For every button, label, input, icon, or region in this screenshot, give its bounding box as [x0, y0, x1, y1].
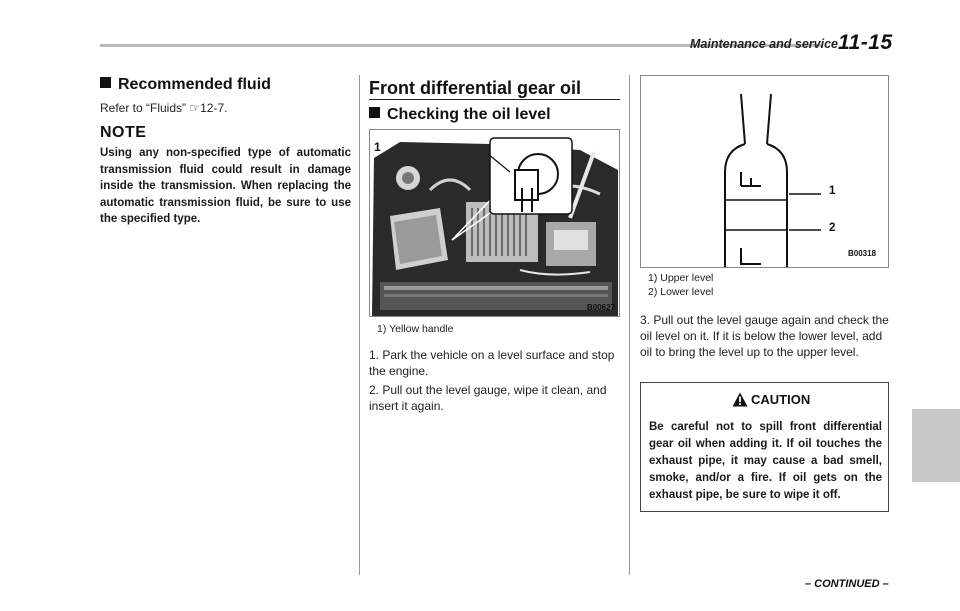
step-2: 2. Pull out the level gauge, wipe it clean, and insert it again. — [369, 383, 607, 413]
caution-box — [640, 382, 889, 512]
continued-label: – CONTINUED – — [805, 578, 889, 590]
gauge-label-2: 2 — [829, 222, 836, 234]
engine-bay-illustration — [370, 130, 620, 317]
engine-bay-figure — [369, 129, 620, 317]
level-gauge-illustration — [641, 76, 889, 268]
column-divider — [629, 75, 630, 575]
caption-lower-level: 2) Lower level — [648, 286, 714, 298]
square-bullet-icon — [100, 77, 111, 88]
page-number: 11-15 — [838, 31, 893, 54]
recommended-fluid-heading: Recommended fluid — [100, 76, 271, 94]
chapter-thumb-tab — [912, 409, 960, 482]
callout-number-1: 1 — [374, 140, 381, 154]
step-1: 1. Park the vehicle on a level surface and stop the engine. — [369, 348, 615, 378]
title-underline — [369, 99, 620, 100]
figure-code: B00627 — [587, 303, 616, 312]
caution-body: Be careful not to spill front differential gear oil when adding it. If oil touches the exhaust pipe, it may cause a bad smell, smoke, and/or a fire. If oil gets on the exhaust pipe, be sure to wipe it off. — [649, 421, 882, 501]
square-bullet-icon — [369, 107, 380, 118]
refer-text: Refer to “Fluids” ☞12-7. — [100, 101, 228, 115]
warning-triangle-icon — [732, 392, 748, 407]
figure-code: B00318 — [848, 249, 877, 258]
section-title-front-diff: Front differential gear oil — [369, 78, 582, 98]
figure-caption: 1) Yellow handle — [377, 323, 454, 335]
column-divider — [359, 75, 360, 575]
caution-title: CAUTION — [751, 392, 811, 407]
caption-upper-level: 1) Upper level — [648, 272, 714, 284]
checking-oil-heading: Checking the oil level — [369, 106, 551, 124]
step-3: 3. Pull out the level gauge again and check the oil level on it. If it is below the lower level, add oil to bring the level up to the upper level. — [640, 313, 889, 359]
level-gauge-figure — [640, 75, 889, 268]
note-body: Using any non-specified type of automatic transmission fluid could result in damage inside the transmission. When replacing the automatic transmission fluid, be sure to use the specified type. — [100, 147, 351, 225]
note-title: NOTE — [100, 124, 147, 141]
gauge-label-1: 1 — [829, 185, 836, 197]
section-title: Maintenance and service — [690, 37, 838, 51]
